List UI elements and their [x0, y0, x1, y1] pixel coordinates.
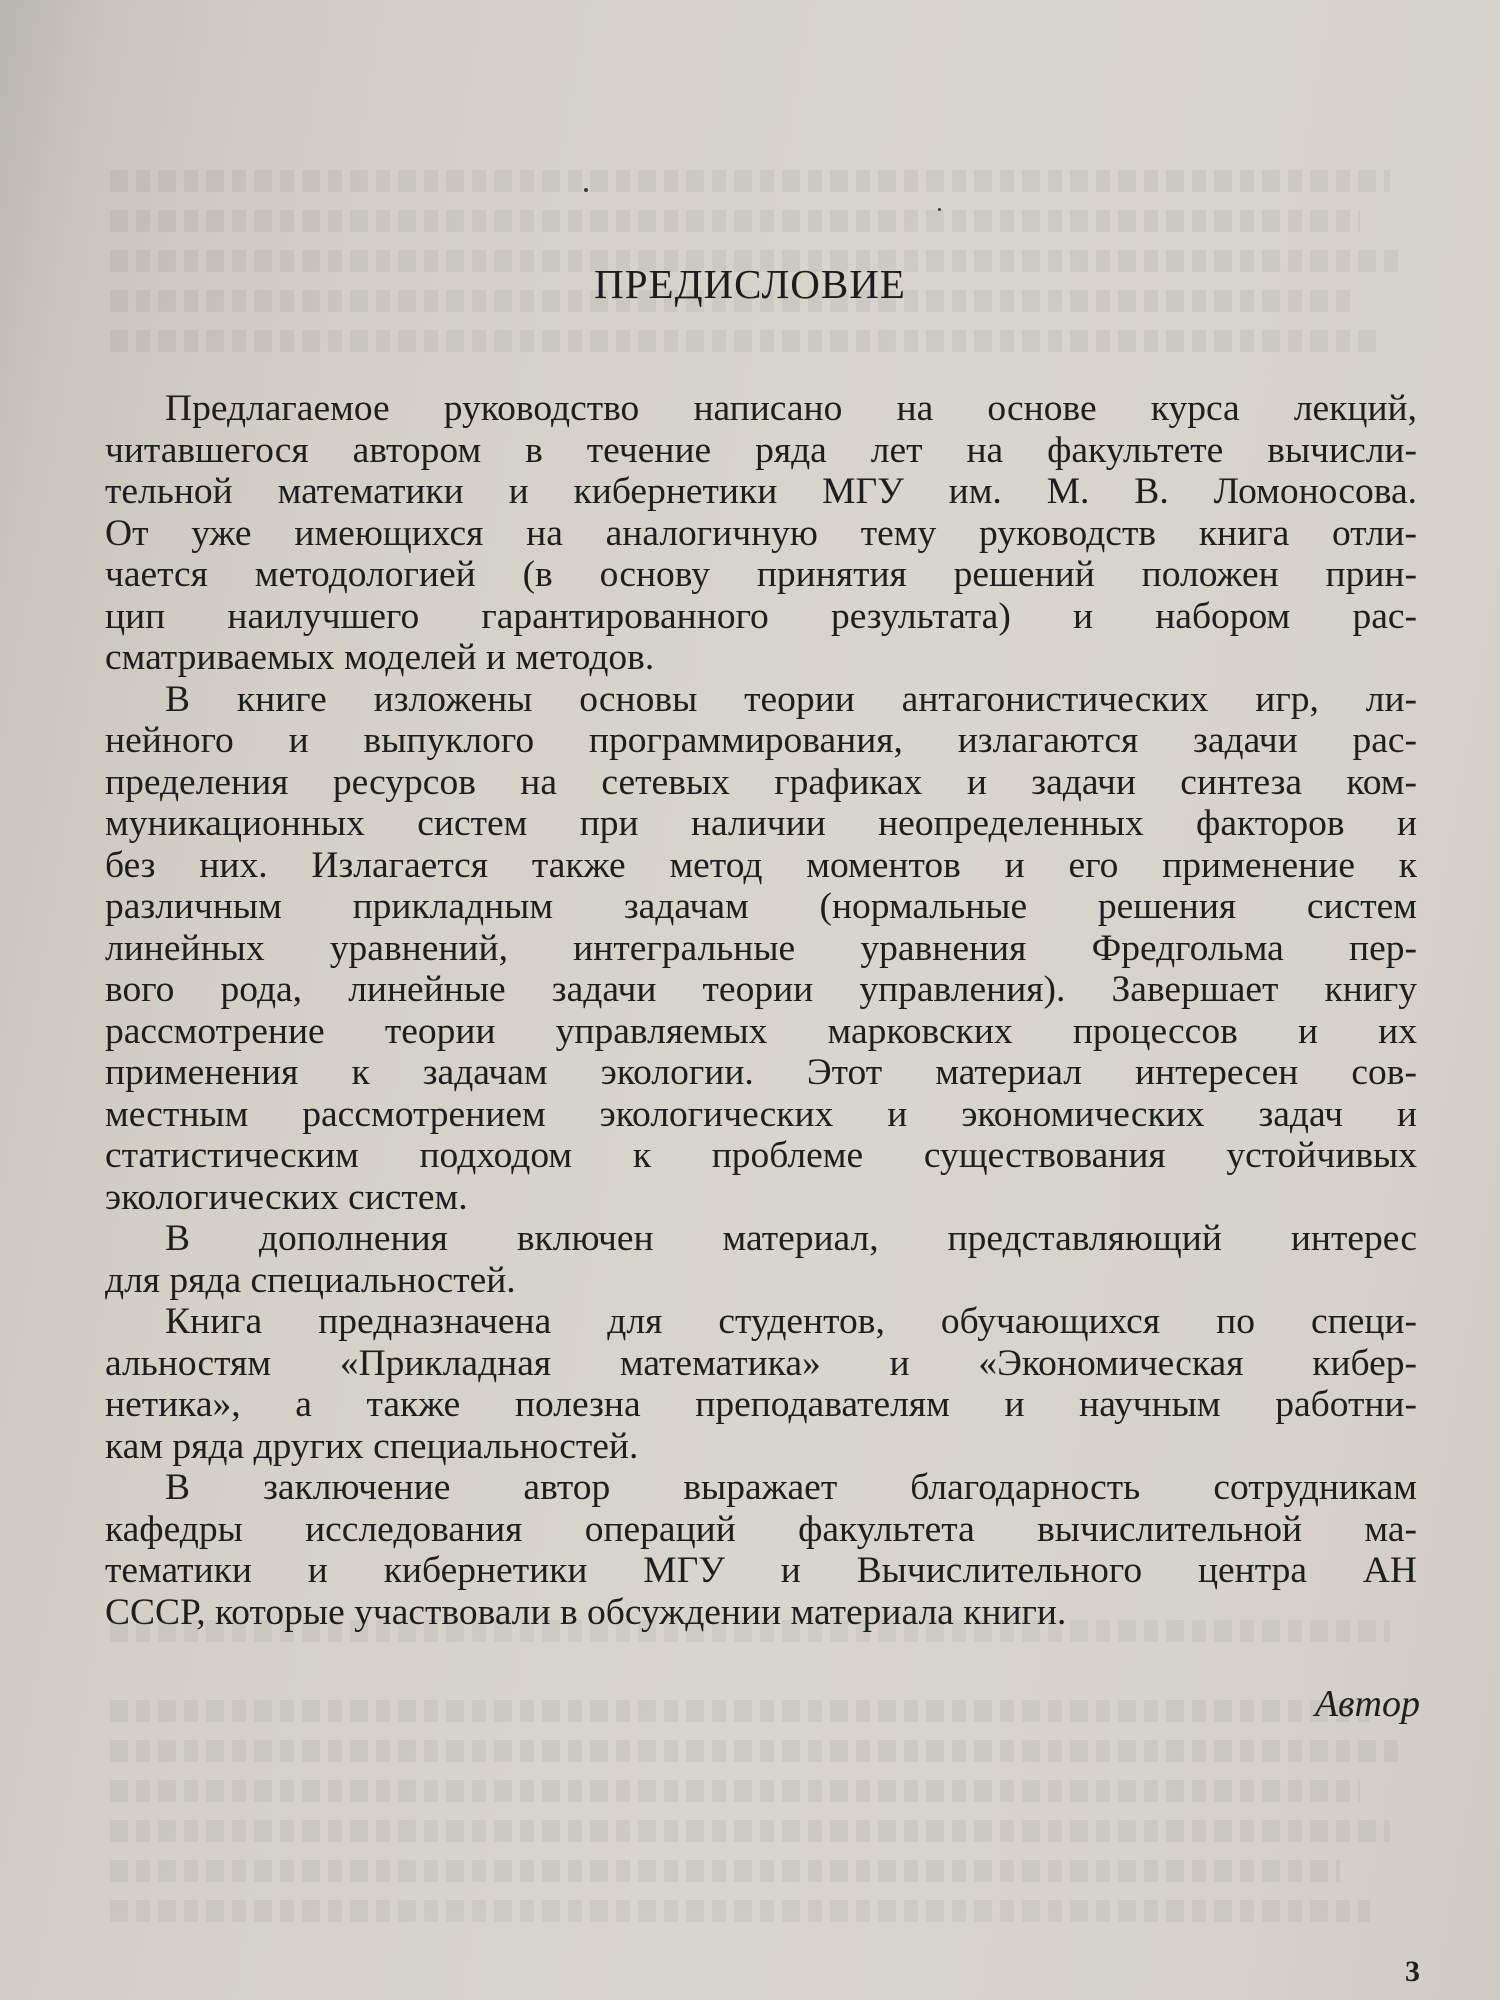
paragraph [105, 388, 1417, 679]
text-line: статистическим подходом к проблеме существования устойчивых [105, 1135, 1417, 1176]
paragraph [105, 1301, 1417, 1467]
paragraph [105, 1467, 1417, 1633]
text-line: Книга предназначена для студентов, обучающихся по специ- [165, 1301, 1417, 1342]
author-signature: Автор [1314, 1683, 1420, 1725]
text-line: От уже имеющихся на аналогичную тему руководств книга отли- [105, 512, 1417, 554]
text-line: пределения ресурсов на сетевых графиках и задачи синтеза ком- [105, 761, 1417, 803]
text-line: тельной математики и кибернетики МГУ им. М. В. Ломоносова. [105, 471, 1417, 512]
text-line: экологических систем. [105, 1176, 468, 1218]
text-line: СССР, которые участвовали в обсуждении материала книги. [105, 1591, 1067, 1633]
text-line: без них. Излагается также метод моментов и его применение к [105, 844, 1417, 886]
text-line: для ряда специальностей. [105, 1259, 516, 1301]
paragraph [105, 1218, 1417, 1301]
text-line: чается методологией (в основу принятия решений положен прин- [105, 554, 1417, 595]
text-line: сматриваемых моделей и методов. [105, 637, 655, 678]
paper-speck [584, 188, 588, 192]
text-line: различным прикладным задачам (нормальные решения систем [105, 886, 1417, 927]
paper-speck [938, 208, 941, 211]
text-line: Предлагаемое руководство написано на основе курса лекций, [165, 388, 1417, 429]
text-line: В дополнения включен материал, представляющий интерес [165, 1218, 1417, 1259]
text-line: кафедры исследования операций факультета вычислительной ма- [105, 1508, 1417, 1550]
text-line: муникационных систем при наличии неопределенных факторов и [105, 803, 1417, 844]
preface-body [105, 388, 1417, 1633]
text-line: нетика», а также полезна преподавателям и научным работни- [105, 1384, 1417, 1425]
page-title: ПРЕДИСЛОВИЕ [594, 261, 906, 307]
text-line: кам ряда других специальностей. [105, 1425, 639, 1467]
text-line: линейных уравнений, интегральные уравнения Фредгольма пер- [105, 927, 1417, 969]
paragraph [105, 679, 1417, 1219]
text-line: В книге изложены основы теории антагонистических игр, ли- [165, 678, 1417, 720]
text-line: рассмотрение теории управляемых марковских процессов и их [105, 1010, 1417, 1052]
text-line: альностям «Прикладная математика» и «Экономическая кибер- [105, 1342, 1417, 1384]
text-line: местным рассмотрением экологических и экономических задач и [105, 1093, 1417, 1135]
text-line: нейного и выпуклого программирования, излагаются задачи рас- [105, 720, 1417, 761]
text-line: вого рода, линейные задачи теории управления). Завершает книгу [105, 969, 1417, 1010]
text-line: читавшегося автором в течение ряда лет на факультете вычисли- [105, 429, 1417, 471]
text-line: цип наилучшего гарантированного результата) и набором рас- [105, 595, 1417, 637]
text-line: тематики и кибернетики МГУ и Вычислительного центра АН [105, 1550, 1417, 1591]
text-line: В заключение автор выражает благодарность сотрудникам [165, 1467, 1417, 1508]
page-number: 3 [1405, 1955, 1420, 1988]
text-line: применения к задачам экологии. Этот материал интересен сов- [105, 1052, 1417, 1093]
